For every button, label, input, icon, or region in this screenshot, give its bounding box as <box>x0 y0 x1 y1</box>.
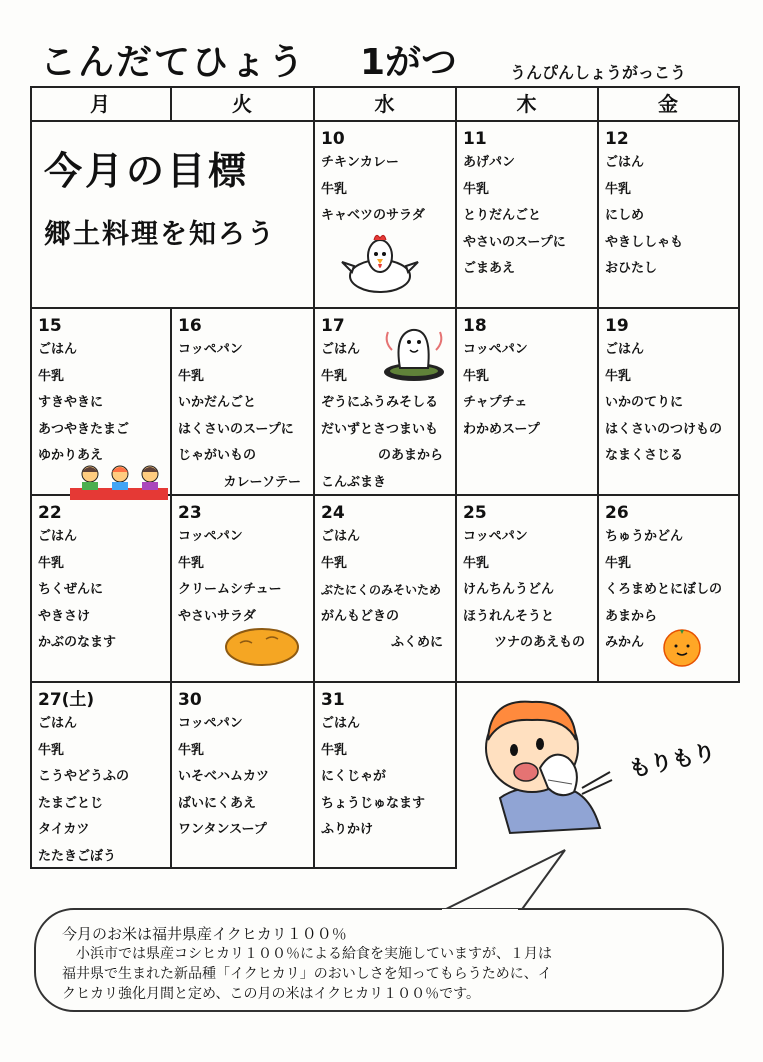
menu-item: 牛乳 <box>178 368 205 384</box>
school-name: うんぴんしょうがっこう <box>510 63 687 82</box>
menu-item: やさいサラダ <box>178 608 256 624</box>
menu-item: ごはん <box>38 342 78 357</box>
menu-item: 牛乳 <box>38 742 65 758</box>
menu-item: わかめスープ <box>463 421 540 437</box>
day-date: 17 <box>321 316 345 336</box>
menu-item: 牛乳 <box>178 555 205 571</box>
menu-item: あまから <box>605 608 658 624</box>
menu-item: くろまめとにぼしの <box>605 582 723 597</box>
menu-item: ツナのあえもの <box>493 635 585 650</box>
menu-item: たまごとじ <box>38 795 104 811</box>
menu-item: 牛乳 <box>463 181 490 197</box>
goal-title: 今月の目標 <box>44 149 250 193</box>
day-date: 25 <box>463 503 487 523</box>
menu-item: コッペパン <box>178 716 243 731</box>
note-line: クヒカリ強化月間と定め、この月の米はイクヒカリ１００％です。 <box>62 986 481 1002</box>
menu-item: けんちんうどん <box>463 582 555 597</box>
menu-item: にくじゃが <box>321 769 387 784</box>
goal-text: 郷土料理を知ろう <box>44 219 276 250</box>
menu-item: ふりかけ <box>321 822 374 837</box>
menu-item: じゃがいもの <box>178 448 257 463</box>
menu-item: のあまから <box>377 448 443 463</box>
note-title: 今月のお米は福井県産イクヒカリ１００％ <box>62 925 347 943</box>
menu-item: とりだんごと <box>463 208 542 223</box>
note-line: 小浜市では県産コシヒカリ１００％による給食を実施していますが、１月は <box>76 946 552 962</box>
weekday-header: 金 <box>658 92 678 116</box>
menu-item: 牛乳 <box>321 181 348 197</box>
menu-item: かぶのなます <box>38 635 117 650</box>
menu-item: ふくめに <box>390 635 443 650</box>
menu-item: すきやきに <box>38 395 104 410</box>
day-date: 16 <box>178 316 202 336</box>
day-date: 15 <box>38 316 62 336</box>
menu-item: 牛乳 <box>605 181 632 197</box>
menu-item: ごはん <box>321 342 361 357</box>
menu-item: ごはん <box>321 716 361 731</box>
menu-item: ごはん <box>605 155 645 170</box>
menu-item: 牛乳 <box>321 742 348 758</box>
day-date: 10 <box>321 129 345 149</box>
menu-item: ごまあえ <box>463 261 516 276</box>
note-line: 福井県で生まれた新品種「イクヒカリ」のおいしさを知ってもらうために、イ <box>62 966 552 982</box>
day-date: 18 <box>463 316 487 336</box>
day-date: 12 <box>605 129 629 149</box>
menu-item: こんぶまき <box>321 474 387 490</box>
menu-item: チキンカレー <box>321 155 399 170</box>
menu-item: たたきごぼう <box>38 848 117 864</box>
menu-item: 牛乳 <box>38 368 65 384</box>
weekday-header: 水 <box>374 92 395 116</box>
menu-item: やきさけ <box>38 608 91 624</box>
menu-item: あげパン <box>463 155 516 170</box>
menu-item: ごはん <box>38 529 78 544</box>
weekday-header: 木 <box>516 92 537 116</box>
menu-item: ばいにくあえ <box>178 795 257 811</box>
menu-item: 牛乳 <box>605 368 632 384</box>
menu-item: コッペパン <box>178 529 243 544</box>
menu-item: 牛乳 <box>321 555 348 571</box>
menu-item: ぶたにくのみそいため <box>321 583 442 597</box>
menu-item: ごはん <box>38 716 78 731</box>
menu-item: はくさいのつけもの <box>605 421 723 437</box>
menu-item: いかだんごと <box>178 395 257 410</box>
menu-item: コッペパン <box>463 529 528 544</box>
menu-item: ワンタンスープ <box>178 822 267 837</box>
menu-item: はくさいのスープに <box>178 421 294 437</box>
menu-item: チャプチェ <box>463 395 528 410</box>
menu-item: ちくぜんに <box>38 582 104 597</box>
weekday-header: 火 <box>232 92 252 116</box>
menu-item: ほうれんそうと <box>463 608 555 624</box>
menu-item: あつやきたまご <box>38 421 130 437</box>
day-date: 24 <box>321 503 345 523</box>
menu-item: クリームシチュー <box>178 582 282 597</box>
menu-item: ちょうじゅなます <box>321 795 426 811</box>
menu-item: ちゅうかどん <box>605 529 684 544</box>
menu-item: ゆかりあえ <box>38 448 104 463</box>
menu-item: いかのてりに <box>605 395 684 410</box>
page-title: こんだてひょう <box>40 42 307 83</box>
menu-item: コッペパン <box>178 342 243 357</box>
menu-item: おひたし <box>605 261 658 276</box>
day-date: 11 <box>463 129 487 149</box>
menu-item: 牛乳 <box>463 368 490 384</box>
menu-item: ごはん <box>321 529 361 544</box>
menu-item: ごはん <box>605 342 645 357</box>
menu-item: だいずとさつまいも <box>321 421 439 437</box>
menu-item: がんもどきの <box>321 608 400 624</box>
menu-item: ぞうにふうみそしる <box>321 395 439 410</box>
menu-item: 牛乳 <box>38 555 65 571</box>
menu-item: にしめ <box>605 208 645 223</box>
sound-effect-text: もりもり <box>626 740 719 783</box>
menu-item: 牛乳 <box>321 368 348 384</box>
day-date: 23 <box>178 503 202 523</box>
menu-item: 牛乳 <box>463 555 490 571</box>
menu-item: みかん <box>605 635 645 650</box>
menu-item: キャベツのサラダ <box>321 208 425 223</box>
menu-item: 牛乳 <box>178 742 205 758</box>
menu-item: タイカツ <box>38 822 90 837</box>
day-date: 27(土) <box>38 690 95 710</box>
day-date: 30 <box>178 690 202 710</box>
day-date: 19 <box>605 316 629 336</box>
day-date: 26 <box>605 503 629 523</box>
day-date: 22 <box>38 503 62 523</box>
menu-item: なまくさじる <box>605 448 684 463</box>
menu-item: やきししゃも <box>605 234 684 250</box>
menu-item: いそべハムカツ <box>178 769 270 784</box>
menu-item: やさいのスープに <box>463 234 566 250</box>
menu-item: カレーソテー <box>223 474 301 490</box>
menu-item: こうやどうふの <box>38 769 130 784</box>
weekday-header: 月 <box>90 92 110 116</box>
day-date: 31 <box>321 690 345 710</box>
menu-item: 牛乳 <box>605 555 632 571</box>
month-label: 1がつ <box>360 42 458 83</box>
menu-item: コッペパン <box>463 342 528 357</box>
